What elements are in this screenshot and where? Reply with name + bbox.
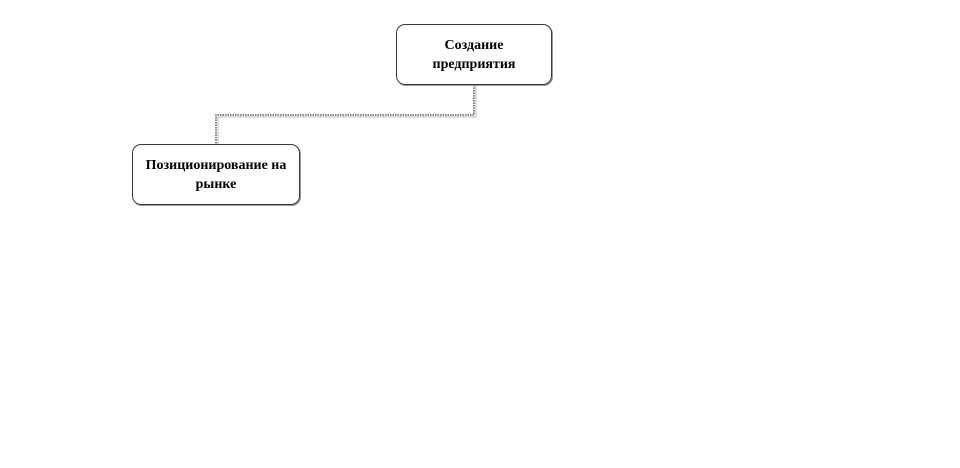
node-create-enterprise — [396, 24, 552, 85]
connector-shadow — [218, 85, 476, 144]
connector-top-to-bottom — [216, 85, 474, 144]
node-market-positioning — [132, 144, 300, 205]
node-market-positioning-label: Позиционирование на рынке — [145, 157, 287, 192]
node-create-enterprise-label: Создание предприятия — [432, 37, 516, 72]
